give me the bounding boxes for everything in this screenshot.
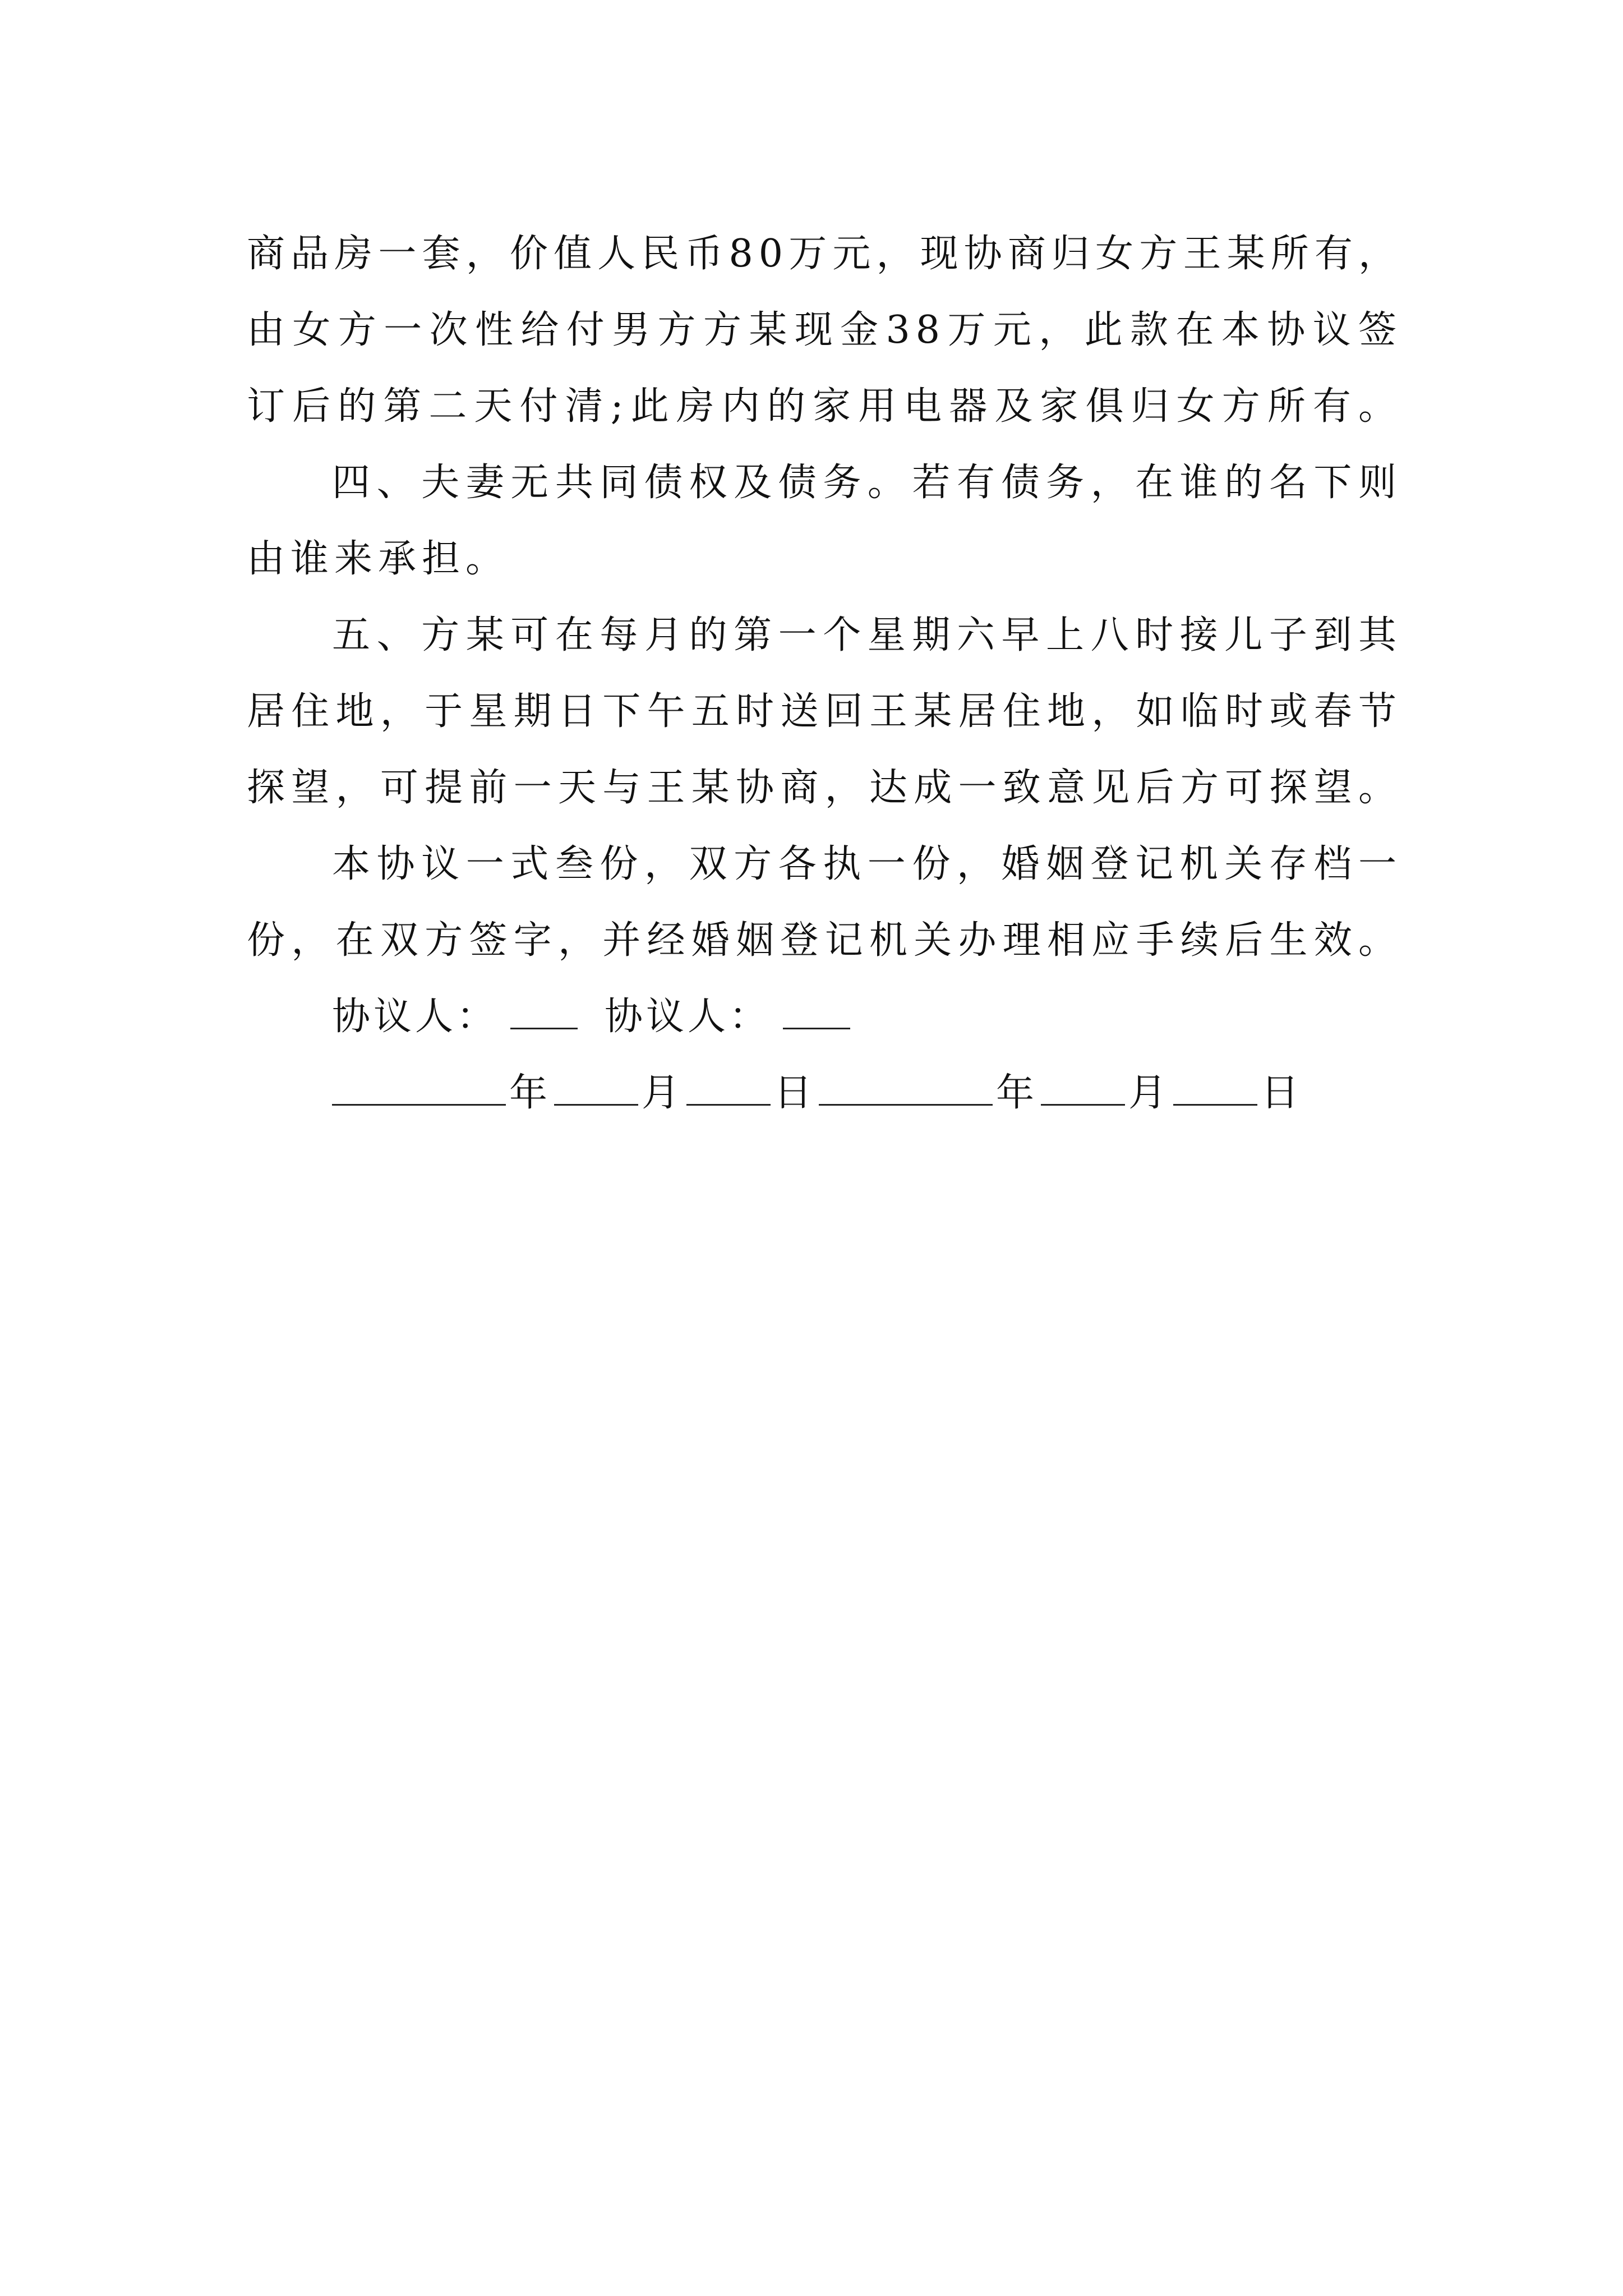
party-a-year-blank — [332, 1067, 506, 1106]
month-label: 月 — [642, 1071, 684, 1115]
agreement-body — [247, 216, 1402, 1131]
signature-row — [247, 979, 1402, 1055]
party-b-month-blank — [1041, 1067, 1125, 1106]
paragraph-property — [247, 216, 1402, 445]
party-b-label: 协议人： — [605, 995, 771, 1039]
text-line: 由女方一次性给付男方方某现金38万元，此款在本协议签 — [247, 308, 1402, 352]
text-line: 四、夫妻无共同债权及债务。若有债务，在谁的名下则 — [332, 461, 1402, 505]
year-label: 年 — [996, 1071, 1038, 1115]
party-b-year-blank — [819, 1067, 993, 1106]
paragraph-debts — [247, 445, 1402, 597]
date-row — [247, 1055, 1402, 1131]
paragraph-copies — [247, 826, 1402, 979]
day-label: 日 — [1261, 1071, 1303, 1115]
text-line: 商品房一套，价值人民币80万元，现协商归女方王某所有， — [247, 232, 1402, 276]
text-line: 居住地，于星期日下午五时送回王某居住地，如临时或春节 — [247, 689, 1402, 734]
party-b-signature-blank — [783, 991, 850, 1029]
party-b-day-blank — [1173, 1067, 1257, 1106]
year-label: 年 — [509, 1071, 551, 1115]
paragraph-visitation — [247, 597, 1402, 826]
party-a-label: 协议人： — [332, 995, 499, 1039]
text-line: 订后的第二天付清;此房内的家用电器及家俱归女方所有。 — [247, 384, 1402, 429]
text-line: 本协议一式叁份，双方各执一份，婚姻登记机关存档一 — [332, 842, 1402, 886]
day-label: 日 — [774, 1071, 816, 1115]
party-a-day-blank — [686, 1067, 771, 1106]
party-a-month-blank — [554, 1067, 638, 1106]
text-line: 五、方某可在每月的第一个星期六早上八时接儿子到其 — [332, 613, 1402, 657]
party-a-signature-blank — [510, 991, 578, 1029]
text-line: 探望，可提前一天与王某协商，达成一致意见后方可探望。 — [247, 766, 1402, 810]
text-line: 份，在双方签字，并经婚姻登记机关办理相应手续后生效。 — [247, 918, 1402, 963]
month-label: 月 — [1128, 1071, 1170, 1115]
text-line: 由谁来承担。 — [247, 537, 510, 581]
